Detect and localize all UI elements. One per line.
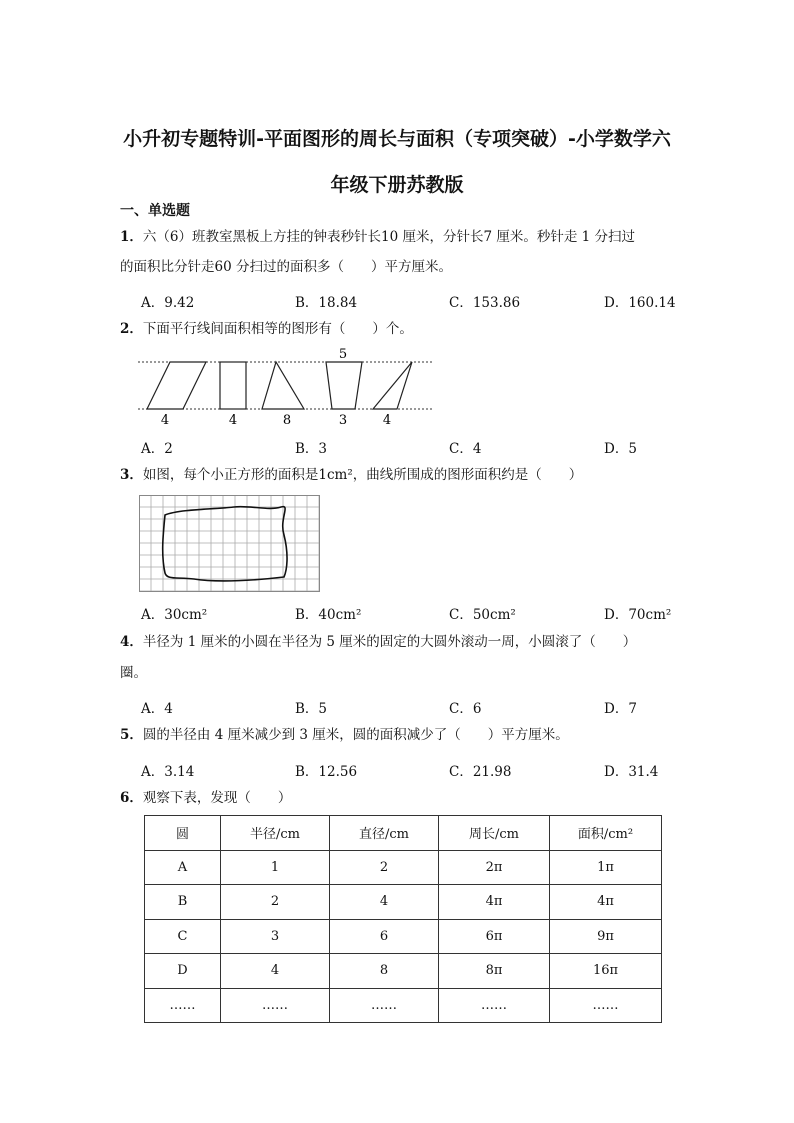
question-4-text-2: 圈。 [120,665,147,681]
table-cell: …… [439,988,550,1023]
header-cell: 半径/cm [221,816,330,851]
table-cell: 4π [439,885,550,920]
header-cell: 圆 [145,816,221,851]
table-row [145,885,662,920]
q3-option-b[interactable]: B．40cm² [295,607,362,623]
table-cell: 16π [550,954,662,989]
question-3-number: 3． [120,467,143,483]
table-cell: …… [221,988,330,1023]
q5-option-a[interactable]: A．3.14 [141,764,195,780]
table-cell: B [145,885,221,920]
grid-figure [139,495,320,592]
table-cell: 8π [439,954,550,989]
table-row [145,988,662,1023]
question-1-number: 1． [120,229,143,245]
section-heading: 一、单选题 [120,203,190,219]
q2-option-c[interactable]: C．4 [449,441,482,457]
question-4-text-1: 半径为 1 厘米的小圆在半径为 5 厘米的固定的大圆外滚动一周，小圆滚了（ ） [142,634,637,650]
label-bottom-5: 4 [382,413,392,428]
table-cell: 8 [330,954,439,989]
label-top-5: 5 [338,347,348,362]
q3-option-d[interactable]: D．70cm² [604,607,672,623]
question-2-text-1: 下面平行线间面积相等的图形有（ ）个。 [142,321,413,337]
q1-option-a[interactable]: A．9.42 [141,295,195,311]
table-cell: …… [550,988,662,1023]
trapezoid-shape [326,362,362,409]
q3-option-c[interactable]: C．50cm² [449,607,516,623]
q5-option-d[interactable]: D．31.4 [604,764,659,780]
table-cell: 1 [221,850,330,885]
q1-option-d[interactable]: D．160.14 [604,295,676,311]
table-cell: 6 [330,919,439,954]
question-5-number: 5． [120,727,143,743]
table-cell: 1π [550,850,662,885]
table-row [145,954,662,989]
q5-option-b[interactable]: B．12.56 [295,764,358,780]
label-bottom-3: 8 [282,413,292,428]
question-6-line-1 [120,784,291,812]
table-cell: 2 [221,885,330,920]
circle-data-table [144,815,662,1023]
q3-option-a[interactable]: A．30cm² [141,607,208,623]
q4-option-c[interactable]: C．6 [449,701,482,717]
table-cell: 2π [439,850,550,885]
q5-option-c[interactable]: C．21.98 [449,764,512,780]
question-3-line-1 [120,461,582,489]
q1-option-b[interactable]: B．18.84 [295,295,358,311]
question-5-text-1: 圆的半径由 4 厘米减少到 3 厘米，圆的面积减少了（ ）平方厘米。 [142,727,569,743]
question-6-text-1: 观察下表，发现（ ） [142,790,292,806]
question-4-line-1 [120,628,636,656]
table-row [145,850,662,885]
q1-option-c[interactable]: C．153.86 [449,295,521,311]
q4-option-d[interactable]: D．7 [604,701,637,717]
question-2-number: 2． [120,321,143,337]
table-cell: C [145,919,221,954]
table-cell: 6π [439,919,550,954]
right-triangle-shape [373,362,412,409]
table-cell: 4 [221,954,330,989]
q2-option-b[interactable]: B．3 [295,441,328,457]
table-cell: 4 [330,885,439,920]
parallelogram-shape [147,362,206,409]
question-3-text-1: 如图，每个小正方形的面积是1cm²，曲线所围成的图形面积约是（ ） [142,467,583,483]
table-row [145,919,662,954]
question-1-text-1: 六（6）班教室黑板上方挂的钟表秒针长10 厘米，分针长7 厘米。秒针走 1 分扫过 [142,229,636,245]
q4-option-b[interactable]: B．5 [295,701,328,717]
document-title-line-1: 小升初专题特训-平面图形的周长与面积（专项突破）-小学数学六 [123,128,671,150]
label-bottom-1: 4 [160,413,170,428]
rectangle-shape [220,362,246,409]
q2-option-a[interactable]: A．2 [141,441,173,457]
document-title-line-2: 年级下册苏教版 [330,174,464,196]
table-cell: A [145,850,221,885]
q4-option-a[interactable]: A．4 [141,701,173,717]
header-cell: 周长/cm [439,816,550,851]
table-header-row [145,816,662,851]
closed-curve [163,507,287,581]
table-cell: 9π [550,919,662,954]
question-1-text-2: 的面积比分针走60 分扫过的面积多（ ）平方厘米。 [120,259,452,275]
triangle-shape [262,362,304,409]
table-cell: 2 [330,850,439,885]
table-cell: D [145,954,221,989]
table-cell: …… [145,988,221,1023]
label-bottom-4: 3 [338,413,348,428]
table-cell: …… [330,988,439,1023]
parallel-lines-figure [0,0,794,440]
header-cell: 面积/cm² [550,816,662,851]
table-cell: 3 [221,919,330,954]
question-6-number: 6． [120,790,143,806]
header-cell: 直径/cm [330,816,439,851]
question-5-line-1 [120,721,569,749]
table-cell: 4π [550,885,662,920]
q2-option-d[interactable]: D．5 [604,441,637,457]
question-4-number: 4． [120,634,143,650]
grid-border [140,496,320,592]
label-bottom-2: 4 [228,413,238,428]
